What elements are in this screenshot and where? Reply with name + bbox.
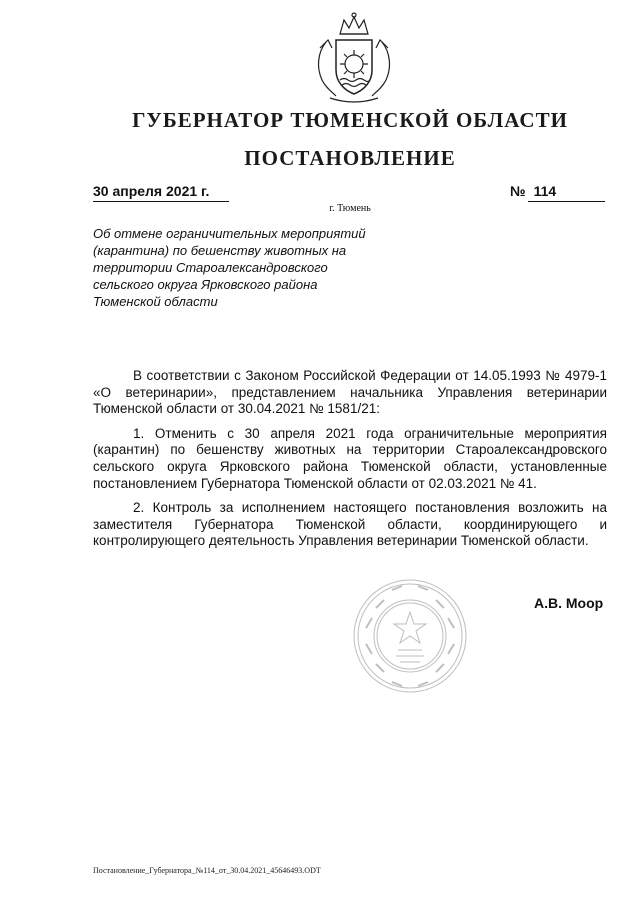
signer-name: А.В. Моор xyxy=(534,595,604,611)
number-label: № xyxy=(510,183,526,199)
clause-1-paragraph: 1. Отменить с 30 апреля 2021 года ограничительные мероприятия (карантин) по бешенству животных на территории Староалександровского сельского округа Ярковского района Тюменской области, установленные постановлением Губернатора Тюменской области от 02.03.2021 № 41. xyxy=(93,425,607,491)
document-subject: Об отмене ограничительных мероприятий (карантина) по бешенству животных на территории Староалександровского сельского округа Ярковского района Тюменской области xyxy=(93,226,366,309)
document-type-title: ПОСТАНОВЛЕНИЕ xyxy=(244,146,456,170)
date-underline xyxy=(93,201,229,202)
coat-of-arms-icon xyxy=(306,12,402,106)
clause-2-paragraph: 2. Контроль за исполнением настоящего постановления возложить на заместителя Губернатора Тюменской области, координирующего и контролирующего деятельность Управления ветеринарии Тюменской области. xyxy=(93,500,607,549)
seal-stamp-icon xyxy=(352,578,468,694)
number-value: 114 xyxy=(533,183,557,199)
number-underline xyxy=(528,201,605,202)
document-body xyxy=(93,368,607,558)
document-number xyxy=(510,183,556,199)
file-name-footer: Постановление_Губернатора_№114_от_30.04.2021_45646493.ODT xyxy=(93,866,321,875)
authority-title: ГУБЕРНАТОР ТЮМЕНСКОЙ ОБЛАСТИ xyxy=(132,108,568,132)
preamble-paragraph: В соответствии с Законом Российской Федерации от 14.05.1993 № 4979-1 «О ветеринарии», представлением начальника Управления ветеринарии Тюменской области от 30.04.2021 № 1581/21: xyxy=(93,368,607,417)
document-date: 30 апреля 2021 г. xyxy=(93,183,210,199)
city-label: г. Тюмень xyxy=(329,203,371,214)
